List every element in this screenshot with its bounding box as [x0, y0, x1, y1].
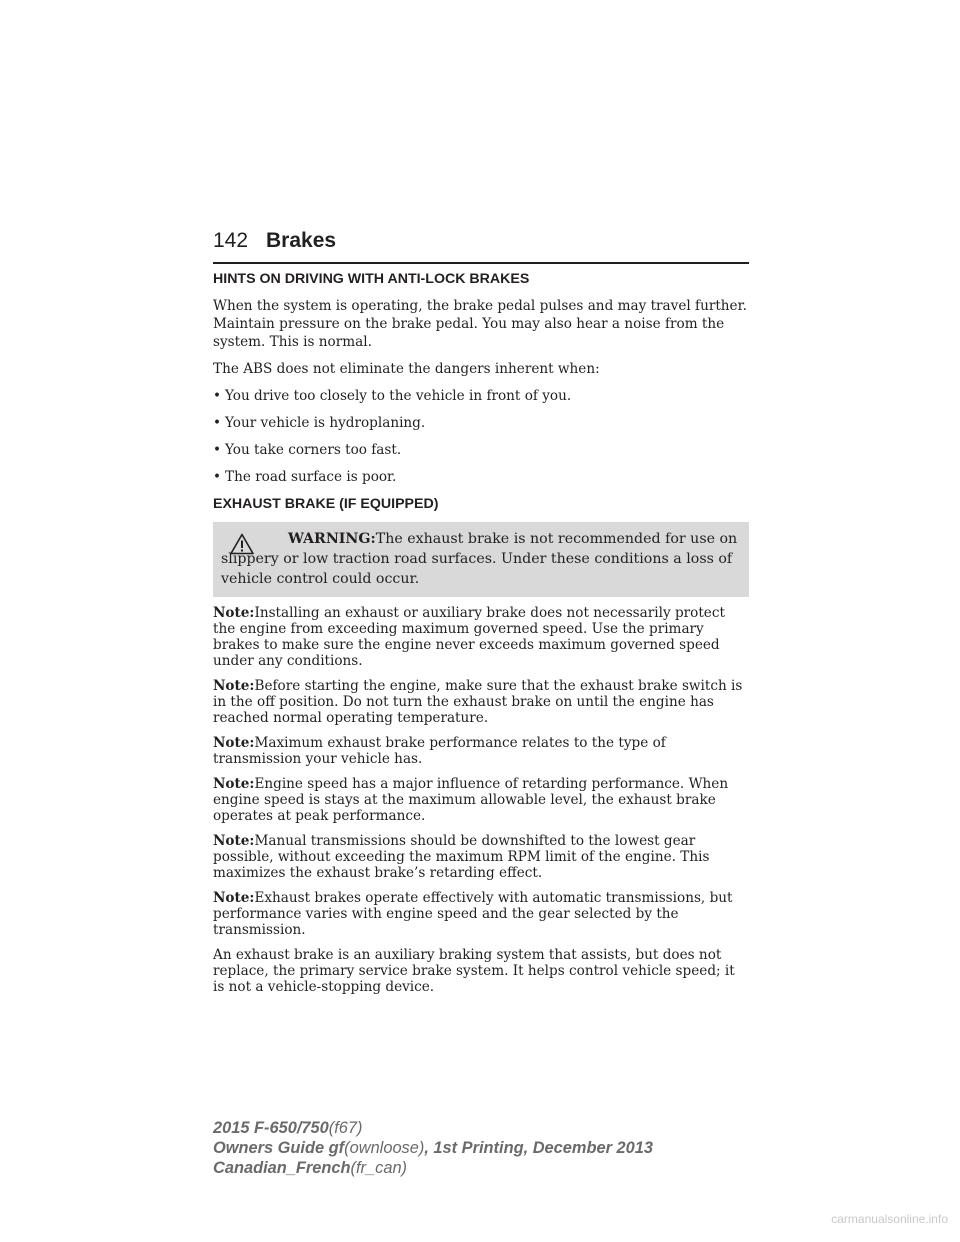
- note-label: Note:: [213, 776, 255, 792]
- abs-paragraph-2: The ABS does not eliminate the dangers inherent when:: [213, 361, 600, 377]
- footer-line-3: [213, 1158, 653, 1178]
- footer-locale: (fr_can): [350, 1159, 408, 1177]
- bullet-text: You drive too closely to the vehicle in front of you.: [225, 388, 572, 404]
- warning-body: The exhaust brake is not recommended for use on slippery or low traction road surfaces. Under these conditions a loss of vehicle control could occur.: [221, 531, 738, 587]
- footer-guide: Owners Guide gf: [213, 1139, 345, 1157]
- list-item: [213, 387, 749, 405]
- note-paragraph: [213, 776, 749, 824]
- abs-paragraph-1: When the system is operating, the brake pedal pulses and may travel further. Maintain pressure on the brake pedal. You may also hear a noise from the system. This is normal.: [213, 298, 747, 350]
- note-label: Note:: [213, 605, 255, 621]
- note-label: Note:: [213, 678, 255, 694]
- watermark-text: carmanualsonline.info: [831, 1212, 948, 1226]
- note-text: Before starting the engine, make sure that the exhaust brake switch is in the off position. Do not turn the exhaust brake on until the engine has reached normal operating temperature.: [213, 678, 743, 726]
- bullet-text: You take corners too fast.: [225, 442, 402, 458]
- note-paragraph: [213, 605, 749, 669]
- closing-paragraph: An exhaust brake is an auxiliary braking system that assists, but does not replace, the primary service brake system. It helps control vehicle speed; it is not a vehicle-stopping device.: [213, 947, 735, 995]
- note-label: Note:: [213, 735, 255, 751]
- warning-box: [213, 522, 749, 597]
- footer-language: Canadian_French: [213, 1159, 351, 1177]
- note-paragraph: [213, 833, 749, 881]
- note-paragraph: [213, 890, 749, 938]
- note-text: Installing an exhaust or auxiliary brake does not necessarily protect the engine from exceeding maximum governed speed. Use the primary brakes to make sure the engine never exceeds maximum governed speed under any conditions.: [213, 605, 725, 669]
- note-text: Exhaust brakes operate effectively with automatic transmissions, but performance varies with engine speed and the gear selected by the transmission.: [213, 890, 733, 938]
- bullet-dot: •: [213, 469, 222, 485]
- page-number: 142: [213, 229, 249, 252]
- bullet-dot: •: [213, 442, 222, 458]
- page-header: [213, 228, 749, 264]
- bullet-dot: •: [213, 415, 222, 431]
- exhaust-heading: EXHAUST BRAKE (IF EQUIPPED): [213, 496, 439, 512]
- bullet-text: The road surface is poor.: [225, 469, 397, 485]
- print-footer: [213, 1118, 653, 1178]
- note-paragraph: [213, 735, 749, 767]
- section-title: Brakes: [266, 229, 337, 252]
- note-paragraph: [213, 678, 749, 726]
- note-text: Engine speed has a major influence of retarding performance. When engine speed is stays at the maximum allowable level, the exhaust brake operates at peak performance.: [213, 776, 729, 824]
- page-content: [213, 270, 749, 1004]
- note-text: Maximum exhaust brake performance relates to the type of transmission your vehicle has.: [213, 735, 666, 767]
- bullet-text: Your vehicle is hydroplaning.: [225, 415, 426, 431]
- list-item: [213, 414, 749, 432]
- list-item: [213, 441, 749, 459]
- note-label: Note:: [213, 833, 255, 849]
- footer-type: (ownloose): [344, 1139, 425, 1157]
- note-label: Note:: [213, 890, 255, 906]
- warning-label: WARNING:: [288, 531, 376, 547]
- footer-model: 2015 F-650/750: [213, 1119, 329, 1137]
- abs-heading: HINTS ON DRIVING WITH ANTI-LOCK BRAKES: [213, 271, 530, 287]
- footer-line-2: [213, 1138, 653, 1158]
- footer-printing: , 1st Printing, December 2013: [424, 1139, 653, 1157]
- footer-line-1: [213, 1118, 653, 1138]
- note-text: Manual transmissions should be downshifted to the lowest gear possible, without exceeding the maximum RPM limit of the engine. This maximizes the exhaust brake’s retarding effect.: [213, 833, 710, 881]
- warning-text: [221, 529, 741, 589]
- list-item: [213, 468, 749, 486]
- footer-code: (f67): [328, 1119, 363, 1137]
- warning-triangle-icon: [230, 533, 254, 555]
- bullet-dot: •: [213, 388, 222, 404]
- abs-bullet-list: [213, 387, 749, 486]
